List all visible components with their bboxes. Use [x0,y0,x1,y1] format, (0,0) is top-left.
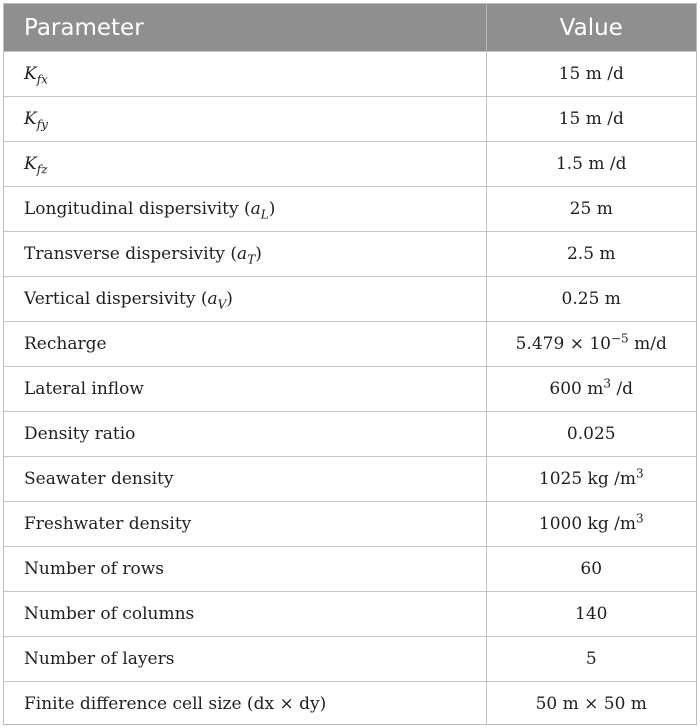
parameter-cell: Recharge [4,322,486,367]
parameter-cell: $K_{fx}$ [4,52,486,97]
parameter-cell: Seawater density [4,457,486,502]
parameter-cell: Number of rows [4,547,486,592]
table-row [4,502,696,547]
parameter-cell: Transverse dispersivity $(a_T)$ [4,232,486,277]
value-cell: 1000 kg $/m^3$ [486,502,696,547]
parameter-cell: Density ratio [4,412,486,457]
parameter-cell: Number of layers [4,637,486,682]
parameter-cell: $K_{fz}$ [4,142,486,187]
parameter-cell: Lateral inflow [4,367,486,412]
table-row [4,322,696,367]
value-cell: 140 [486,592,696,637]
parameter-cell: Longitudinal dispersivity $(a_L)$ [4,187,486,232]
table-row [4,142,696,187]
table-row [4,412,696,457]
parameter-cell: Finite difference cell size (dx × dy) [4,682,486,726]
table-row [4,592,696,637]
table-row [4,187,696,232]
value-cell: 50 m × 50 m [486,682,696,726]
table-row [4,277,696,322]
table-row [4,97,696,142]
table-row [4,232,696,277]
value-cell: 5 [486,637,696,682]
table-row [4,637,696,682]
parameter-cell: Vertical dispersivity $(a_V)$ [4,277,486,322]
value-cell: 60 [486,547,696,592]
value-cell: $5.479 \times 10^{-5}$ m/d [486,322,696,367]
table-row [4,682,696,726]
parameter-cell: Freshwater density [4,502,486,547]
value-cell: 15 m /d [486,52,696,97]
parameter-cell: $K_{fy}$ [4,97,486,142]
table-row [4,52,696,97]
parameters-table [4,4,696,725]
value-cell: 0.25 m [486,277,696,322]
table-header-row [4,4,696,52]
value-cell: 2.5 m [486,232,696,277]
table-row [4,547,696,592]
value-cell: 1025 kg $/m^3$ [486,457,696,502]
value-cell: 15 m /d [486,97,696,142]
value-cell: 1.5 m /d [486,142,696,187]
parameter-cell: Number of columns [4,592,486,637]
value-cell: 600 $m^3$ /d [486,367,696,412]
value-column-header: Value [486,4,696,52]
parameters-table-container [3,3,697,725]
value-cell: 25 m [486,187,696,232]
table-row [4,457,696,502]
table-row [4,367,696,412]
parameter-column-header: Parameter [4,4,486,52]
value-cell: 0.025 [486,412,696,457]
